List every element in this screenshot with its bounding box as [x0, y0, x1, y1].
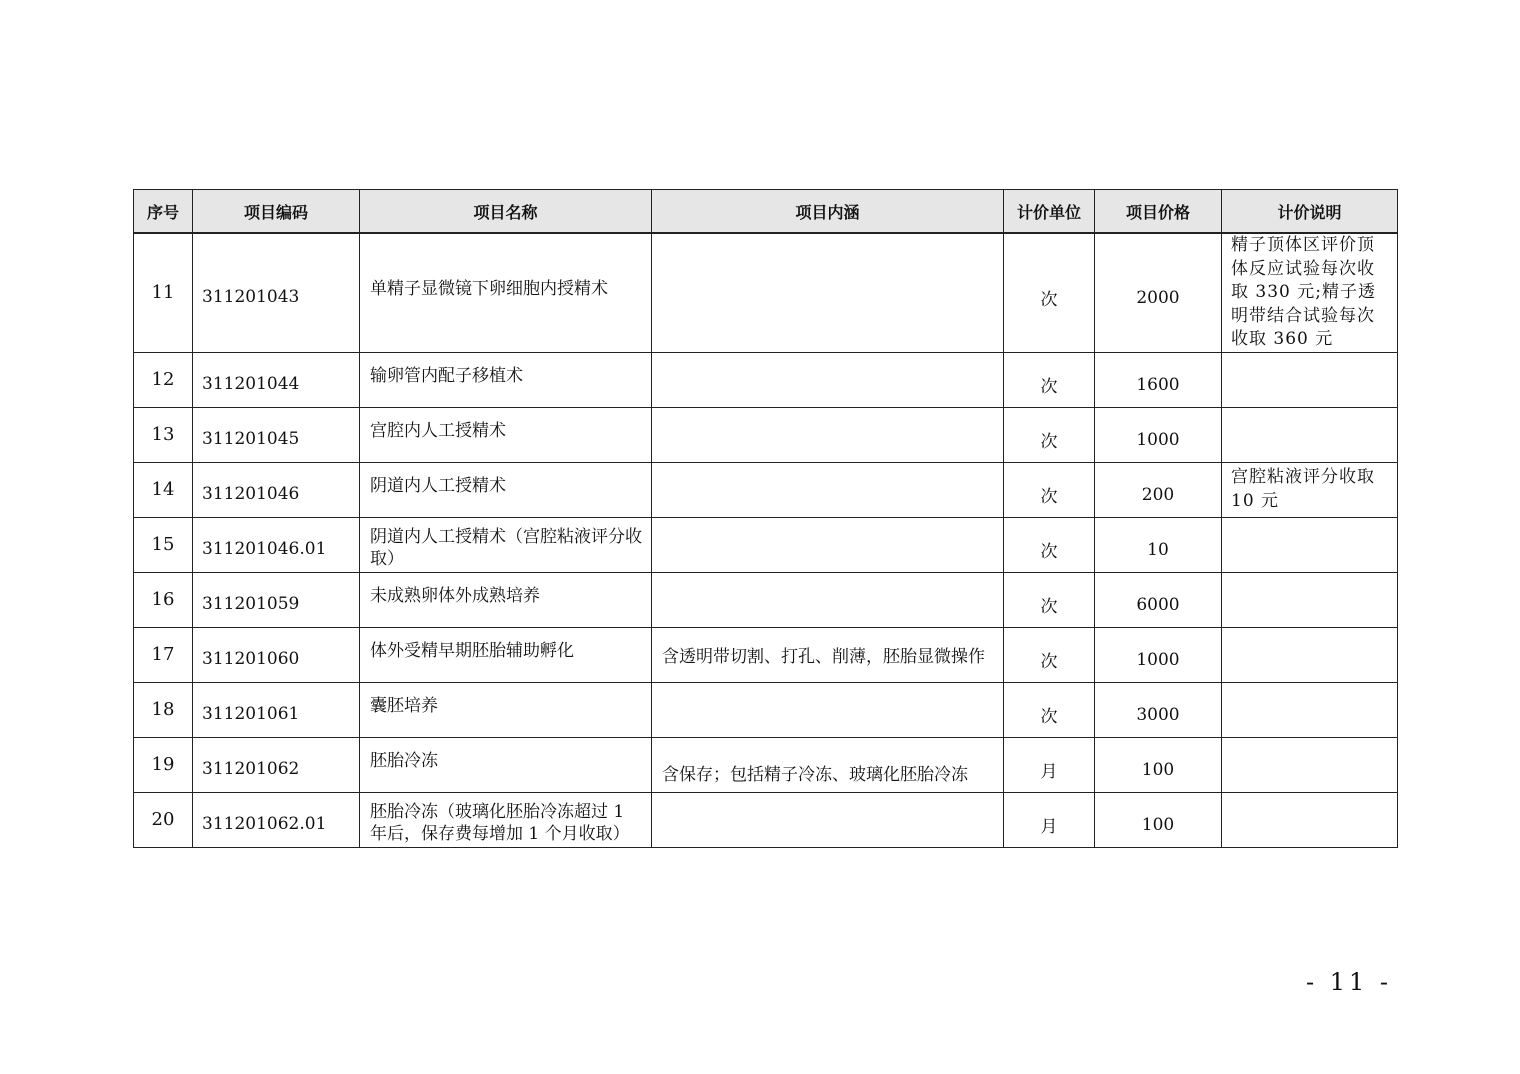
cell-name: 未成熟卵体外成熟培养	[360, 572, 652, 627]
cell-name: 宫腔内人工授精术	[360, 407, 652, 462]
cell-name: 囊胚培养	[360, 682, 652, 737]
header-content: 项目内涵	[652, 190, 1004, 234]
cell-no: 16	[134, 572, 193, 627]
cell-note	[1222, 682, 1398, 737]
cell-note	[1222, 352, 1398, 407]
header-code: 项目编码	[193, 190, 360, 234]
cell-note	[1222, 517, 1398, 572]
cell-unit: 次	[1004, 682, 1095, 737]
cell-content	[652, 792, 1004, 847]
cell-name: 单精子显微镜下卵细胞内授精术	[360, 233, 652, 352]
table-row	[134, 462, 1398, 517]
cell-no: 11	[134, 233, 193, 352]
table-row	[134, 233, 1398, 352]
header-note: 计价说明	[1222, 190, 1398, 234]
cell-content	[652, 572, 1004, 627]
table-row	[134, 517, 1398, 572]
cell-price: 10	[1095, 517, 1222, 572]
cell-price: 100	[1095, 737, 1222, 792]
cell-no: 13	[134, 407, 193, 462]
cell-no: 20	[134, 792, 193, 847]
table-header-row	[134, 190, 1398, 234]
cell-note	[1222, 737, 1398, 792]
cell-name: 输卵管内配子移植术	[360, 352, 652, 407]
cell-name: 胚胎冷冻（玻璃化胚胎冷冻超过 1 年后，保存费每增加 1 个月收取）	[360, 792, 652, 847]
cell-note	[1222, 627, 1398, 682]
cell-note: 宫腔粘液评分收取 10 元	[1222, 462, 1398, 517]
cell-code: 311201043	[193, 233, 360, 352]
header-price: 项目价格	[1095, 190, 1222, 234]
cell-no: 18	[134, 682, 193, 737]
cell-code: 311201046	[193, 462, 360, 517]
cell-no: 14	[134, 462, 193, 517]
cell-unit: 次	[1004, 462, 1095, 517]
header-unit: 计价单位	[1004, 190, 1095, 234]
cell-no: 19	[134, 737, 193, 792]
cell-name: 体外受精早期胚胎辅助孵化	[360, 627, 652, 682]
cell-price: 1000	[1095, 627, 1222, 682]
table-row	[134, 572, 1398, 627]
cell-unit: 次	[1004, 627, 1095, 682]
table-row	[134, 737, 1398, 792]
cell-code: 311201062	[193, 737, 360, 792]
cell-no: 17	[134, 627, 193, 682]
cell-unit: 次	[1004, 352, 1095, 407]
cell-note	[1222, 572, 1398, 627]
table-row	[134, 627, 1398, 682]
cell-note: 精子顶体区评价顶体反应试验每次收取 330 元;精子透明带结合试验每次收取 360 元	[1222, 233, 1398, 352]
cell-unit: 月	[1004, 737, 1095, 792]
cell-code: 311201061	[193, 682, 360, 737]
cell-unit: 月	[1004, 792, 1095, 847]
cell-price: 100	[1095, 792, 1222, 847]
cell-content	[652, 462, 1004, 517]
cell-code: 311201045	[193, 407, 360, 462]
cell-code: 311201044	[193, 352, 360, 407]
header-name: 项目名称	[360, 190, 652, 234]
cell-code: 311201046.01	[193, 517, 360, 572]
cell-code: 311201059	[193, 572, 360, 627]
cell-note	[1222, 792, 1398, 847]
cell-name: 胚胎冷冻	[360, 737, 652, 792]
cell-name: 阴道内人工授精术（宫腔粘液评分收取）	[360, 517, 652, 572]
cell-unit: 次	[1004, 233, 1095, 352]
table-row	[134, 682, 1398, 737]
cell-note	[1222, 407, 1398, 462]
cell-content	[652, 352, 1004, 407]
cell-name: 阴道内人工授精术	[360, 462, 652, 517]
cell-price: 3000	[1095, 682, 1222, 737]
cell-unit: 次	[1004, 517, 1095, 572]
cell-no: 12	[134, 352, 193, 407]
cell-content: 含保存；包括精子冷冻、玻璃化胚胎冷冻	[652, 737, 1004, 792]
cell-code: 311201062.01	[193, 792, 360, 847]
cell-price: 200	[1095, 462, 1222, 517]
cell-content: 含透明带切割、打孔、削薄，胚胎显微操作	[652, 627, 1004, 682]
table-row	[134, 792, 1398, 847]
cell-content	[652, 682, 1004, 737]
pricing-table	[133, 189, 1398, 848]
cell-content	[652, 517, 1004, 572]
cell-unit: 次	[1004, 407, 1095, 462]
table-row	[134, 352, 1398, 407]
cell-content	[652, 407, 1004, 462]
cell-code: 311201060	[193, 627, 360, 682]
header-no: 序号	[134, 190, 193, 234]
cell-content	[652, 233, 1004, 352]
cell-price: 6000	[1095, 572, 1222, 627]
cell-no: 15	[134, 517, 193, 572]
cell-price: 2000	[1095, 233, 1222, 352]
cell-unit: 次	[1004, 572, 1095, 627]
table-row	[134, 407, 1398, 462]
cell-price: 1600	[1095, 352, 1222, 407]
page-number: - 11 -	[1306, 968, 1393, 996]
cell-price: 1000	[1095, 407, 1222, 462]
